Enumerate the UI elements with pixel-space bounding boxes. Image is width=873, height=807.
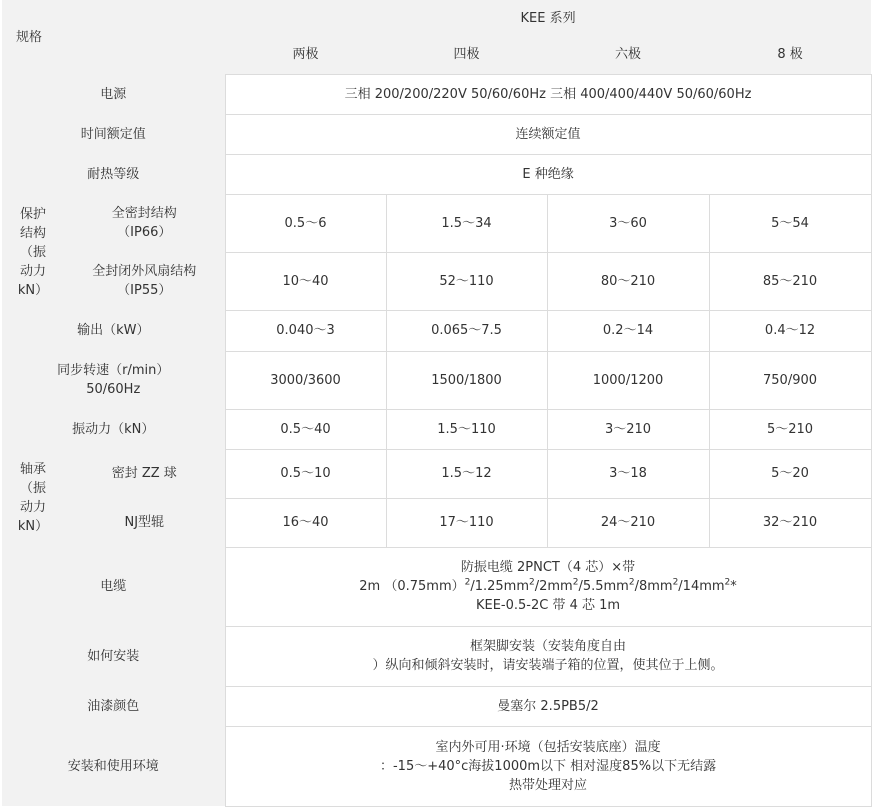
sealed-label: 全密封结构 （IP66） (64, 194, 225, 252)
table-cell: 0.5～10 (225, 449, 386, 498)
cable-value (225, 547, 871, 626)
table-cell: 1.5～12 (386, 449, 547, 498)
table-cell: 3～60 (547, 194, 709, 252)
pole-header-4: 四极 (386, 36, 547, 74)
table-cell: 1500/1800 (386, 351, 547, 409)
table-cell: 52～110 (386, 252, 547, 310)
table-cell: 5～20 (709, 449, 871, 498)
rating-label: 时间额定值 (2, 114, 225, 154)
table-cell: 1.5～34 (386, 194, 547, 252)
rating-value: 连续额定值 (225, 114, 871, 154)
cable-line-1: 防振电缆 2PNCT（4 芯）×带 (460, 560, 636, 575)
cable-label: 电缆 (2, 547, 225, 626)
install-line-2: ）纵向和倾斜安装时，请安装端子箱的位置，使其位于上侧。 (372, 658, 724, 673)
table-cell: 10～40 (225, 252, 386, 310)
bearing-group-label: 轴承 （振 动力 kN） (2, 449, 64, 547)
env-value (225, 726, 871, 806)
heat-label: 耐热等级 (2, 154, 225, 194)
zz-label: 密封 ZZ 球 (64, 449, 225, 498)
paint-label: 油漆颜色 (2, 686, 225, 726)
table-cell: 0.5～40 (225, 409, 386, 449)
env-line-1: 室内外可用·环境（包括安装底座）温度 (435, 739, 661, 755)
table-cell: 85～210 (709, 252, 871, 310)
series-header: KEE 系列 (225, 0, 871, 36)
table-cell: 750/900 (709, 351, 871, 409)
table-cell: 0.5～6 (225, 194, 386, 252)
power-value: 三相 200/200/220V 50/60/60Hz 三相 400/400/440V 50/60/60Hz (225, 74, 871, 114)
output-label: 输出（kW） (2, 310, 225, 351)
table-cell: 17～110 (386, 498, 547, 547)
table-cell: 5～54 (709, 194, 871, 252)
cable-line-3: KEE-0.5-2C 带 4 芯 1m (475, 598, 621, 613)
nj-label: NJ型辊 (64, 498, 225, 547)
env-label: 安装和使用环境 (2, 726, 225, 806)
table-cell: 24～210 (547, 498, 709, 547)
table-cell: 0.4～12 (709, 310, 871, 351)
table-cell: 16～40 (225, 498, 386, 547)
speed-label: 同步转速（r/min） 50/60Hz (2, 351, 225, 409)
install-label: 如何安装 (2, 626, 225, 686)
paint-value: 曼塞尔 2.5PB5/2 (225, 686, 871, 726)
table-cell: 5～210 (709, 409, 871, 449)
table-cell: 3～18 (547, 449, 709, 498)
fan-label: 全封闭外风扇结构 （IP55） (64, 252, 225, 310)
table-cell: 0.2～14 (547, 310, 709, 351)
protection-group-label: 保护 结构 （振 动力 kN） (2, 194, 64, 310)
pole-header-8: 8 极 (709, 36, 871, 74)
power-label: 电源 (2, 74, 225, 114)
table-cell: 3～210 (547, 409, 709, 449)
pole-header-6: 六极 (547, 36, 709, 74)
install-value (225, 626, 871, 686)
spec-table (2, 0, 872, 807)
table-cell: 80～210 (547, 252, 709, 310)
table-cell: 32～210 (709, 498, 871, 547)
table-cell: 3000/3600 (225, 351, 386, 409)
pole-header-2: 两极 (225, 36, 386, 74)
env-line-3: 热带处理对应 (509, 777, 588, 793)
heat-value: E 种绝缘 (225, 154, 871, 194)
env-line-2: ：-15～+40°c海拔1000m以下 相对湿度85%以下无结露 (379, 758, 717, 774)
table-cell: 1.5～110 (386, 409, 547, 449)
table-cell: 0.065～7.5 (386, 310, 547, 351)
cable-line-2: 2m $(0.75mm)^2/1.25mm^2/2mm^2/5.5mm^2/8mm^2/14mm^2*$ (359, 577, 737, 594)
table-cell: 1000/1200 (547, 351, 709, 409)
table-cell: 0.040～3 (225, 310, 386, 351)
vibration-label: 振动力（kN） (2, 409, 225, 449)
spec-header: 规格 (2, 0, 225, 74)
install-line-1: 框架脚安装（安装角度自由 (470, 639, 627, 654)
